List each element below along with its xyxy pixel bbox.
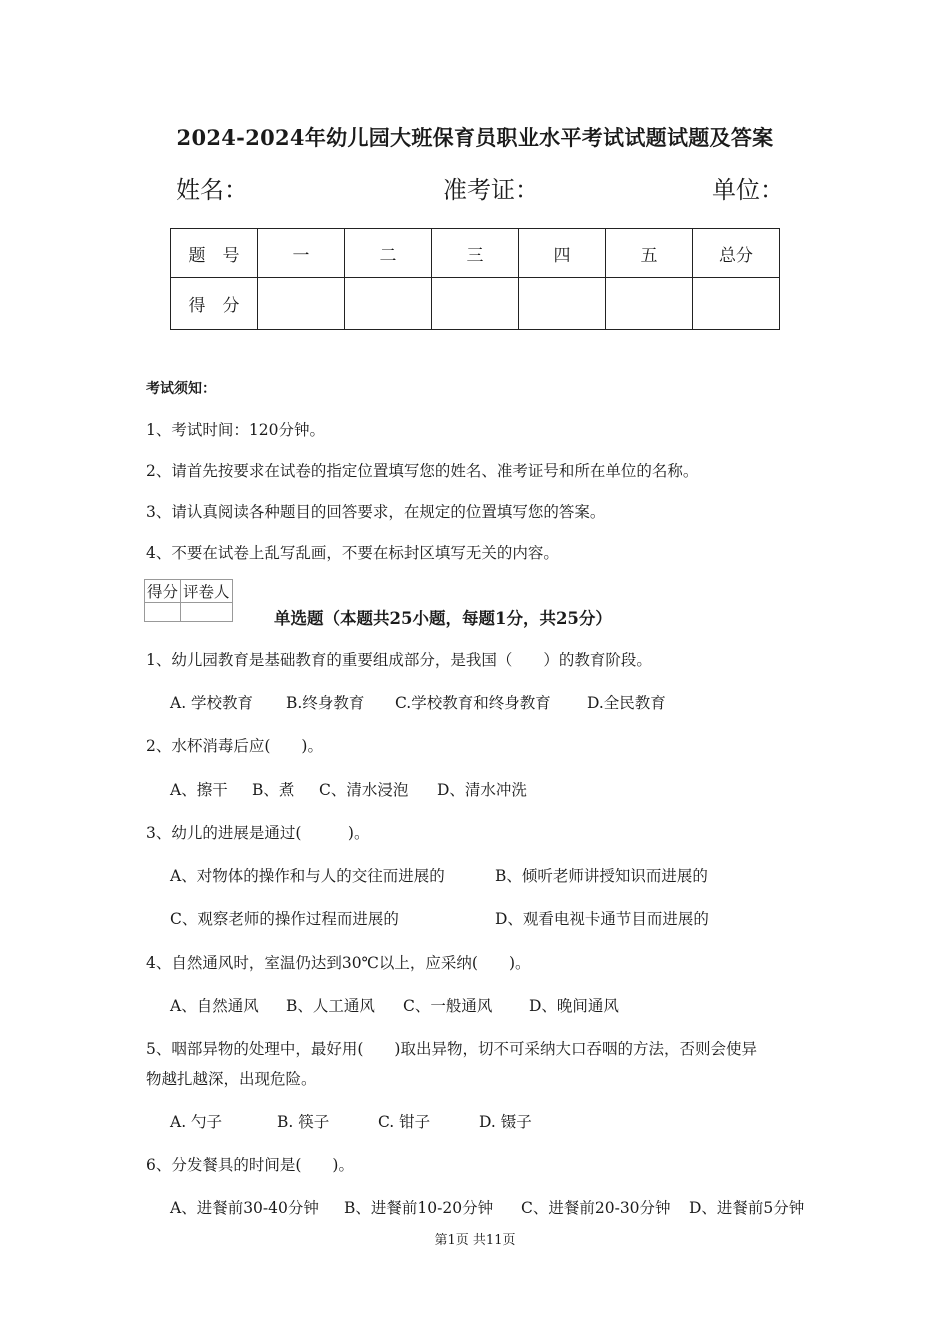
section-title: 单选题（本题共25小题，每题1分，共25分） (274, 609, 612, 628)
exam-id-field-label: 准考证： (443, 176, 539, 204)
notice-item: 3、请认真阅读各种题目的回答要求，在规定的位置填写您的答案。 (146, 503, 606, 521)
question-option: A. 学校教育 (170, 694, 254, 712)
question-option: B、倾听老师讲授知识而进展的 (495, 867, 708, 885)
unit-field-label: 单位： (712, 176, 784, 204)
question-stem: 3、幼儿的进展是通过( )。 (146, 824, 370, 842)
score-row-label: 得 分 (171, 278, 258, 330)
notice-heading: 考试须知： (146, 381, 216, 397)
question-option: D. 镊子 (479, 1113, 532, 1131)
question-option: B.终身教育 (286, 694, 365, 712)
score-table-header-cell: 二 (345, 229, 432, 278)
score-cell (519, 278, 606, 330)
grader-box-score-label: 得分 (145, 580, 181, 603)
score-cell (258, 278, 345, 330)
question-option: A、自然通风 (170, 997, 259, 1015)
question-stem-continued: 物越扎越深，出现危险。 (146, 1070, 317, 1088)
question-option: A、进餐前30-40分钟 (170, 1199, 319, 1217)
score-cell (345, 278, 432, 330)
question-option: A. 勺子 (170, 1113, 223, 1131)
question-option: A、对物体的操作和与人的交往而进展的 (170, 867, 445, 885)
score-table-header-cell: 题 号 (171, 229, 258, 278)
question-option: D、进餐前5分钟 (689, 1199, 805, 1217)
score-table-header-cell: 一 (258, 229, 345, 278)
score-cell (693, 278, 780, 330)
question-option: B、人工通风 (286, 997, 375, 1015)
page-footer: 第1页 共11页 (434, 1233, 516, 1248)
question-option: C.学校教育和终身教育 (395, 694, 551, 712)
name-field-label: 姓名： (176, 176, 248, 204)
grader-box (144, 579, 233, 622)
question-option: D、观看电视卡通节目而进展的 (495, 910, 709, 928)
question-option: B、煮 (252, 781, 295, 799)
score-table (170, 228, 780, 330)
grader-box-grader-label: 评卷人 (181, 580, 233, 603)
document-title: 2024-2024年幼儿园大班保育员职业水平考试试题试题及答案 (176, 125, 774, 150)
grader-box-grader-cell (181, 603, 233, 622)
score-table-header-cell: 总分 (693, 229, 780, 278)
question-option: B. 筷子 (277, 1113, 330, 1131)
notice-item: 1、考试时间：120分钟。 (146, 421, 325, 439)
question-option: D.全民教育 (587, 694, 666, 712)
question-stem: 4、自然通风时，室温仍达到30℃以上，应采纳( )。 (146, 954, 531, 972)
question-option: C、进餐前20-30分钟 (521, 1199, 671, 1217)
notice-item: 2、请首先按要求在试卷的指定位置填写您的姓名、准考证号和所在单位的名称。 (146, 462, 699, 480)
question-option: D、清水冲洗 (437, 781, 527, 799)
question-option: B、进餐前10-20分钟 (344, 1199, 494, 1217)
score-table-header-cell: 五 (606, 229, 693, 278)
question-option: C、清水浸泡 (319, 781, 409, 799)
score-cell (606, 278, 693, 330)
score-table-header-cell: 三 (432, 229, 519, 278)
question-option: C、观察老师的操作过程而进展的 (170, 910, 399, 928)
score-table-header-row (171, 229, 780, 278)
question-option: C、一般通风 (403, 997, 493, 1015)
question-stem: 6、分发餐具的时间是( )。 (146, 1156, 354, 1174)
question-stem: 2、水杯消毒后应( )。 (146, 737, 323, 755)
question-option: C. 钳子 (378, 1113, 431, 1131)
notice-item: 4、不要在试卷上乱写乱画，不要在标封区填写无关的内容。 (146, 544, 559, 562)
question-option: A、擦干 (170, 781, 228, 799)
score-table-score-row (171, 278, 780, 330)
score-table-header-cell: 四 (519, 229, 606, 278)
question-option: D、晚间通风 (529, 997, 619, 1015)
grader-box-score-cell (145, 603, 181, 622)
question-stem: 5、咽部异物的处理中，最好用( )取出异物，切不可采纳大口吞咽的方法，否则会使异 (146, 1040, 757, 1058)
question-stem: 1、幼儿园教育是基础教育的重要组成部分，是我国（ ）的教育阶段。 (146, 651, 652, 669)
score-cell (432, 278, 519, 330)
